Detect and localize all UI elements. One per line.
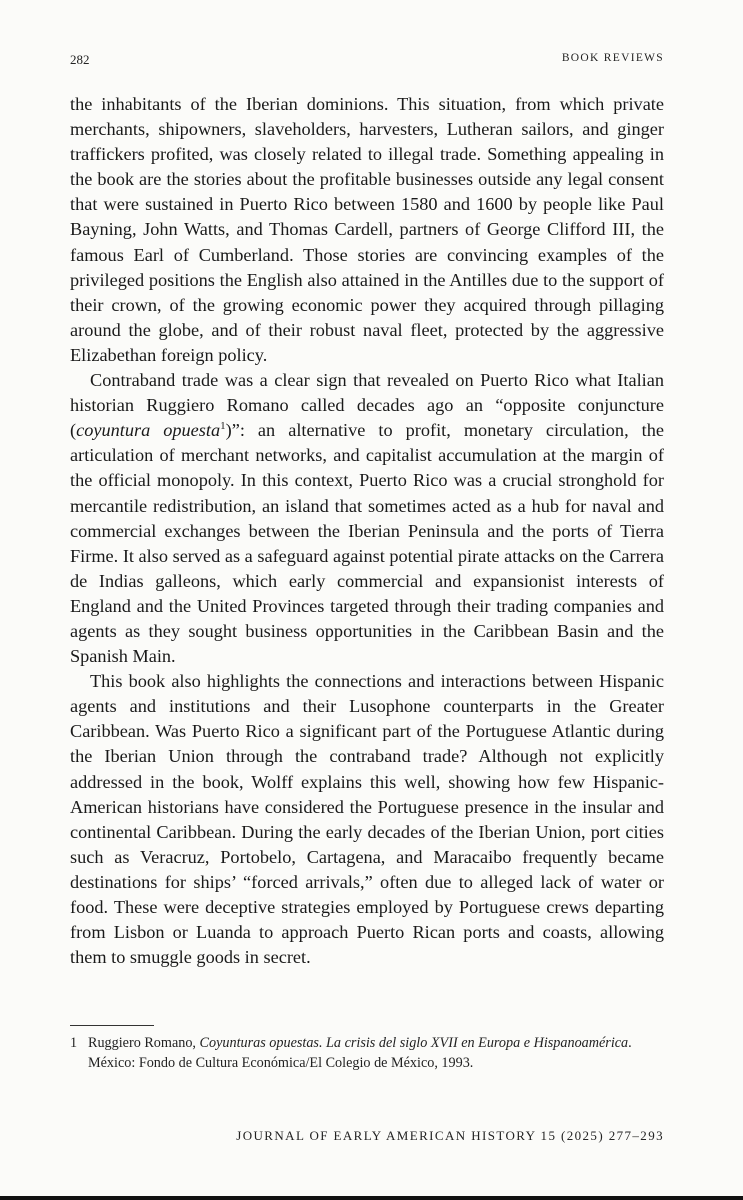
footnote-text [88, 1034, 664, 1073]
footnote-number: 1 [70, 1035, 78, 1051]
footnote [70, 1034, 664, 1073]
journal-footer: JOURNAL OF EARLY AMERICAN HISTORY 15 (2025) 277–293 [236, 1128, 664, 1143]
paragraph-2 [70, 368, 664, 669]
footnote-reference[interactable]: 1 [220, 420, 226, 433]
paragraph-3: This book also highlights the connections and interactions between Hispanic agents and institutions and their Lusophone counterparts in the Greater Caribbean. Was Puerto Rico a significant part of the Portuguese Atlantic during the Iberian Union through the contraband trade? Although not explicitly addressed in the book, Wolff explains this well, showing how few Hispanic-American historians have considered the Portuguese presence in the insular and continental Caribbean. During the early decades of the Iberian Union, port cities such as Veracruz, Portobelo, Cartagena, and Maracaibo frequently became destinations for ships’ “forced arrivals,” often due to alleged lack of water or food. These were deceptive strategies employed by Portuguese crews departing from Lisbon or Luanda to approach Puerto Rican ports and coasts, allowing them to smuggle goods in secret. [70, 671, 664, 968]
paragraph-2-end: )”: an alternative to profit, monetary circulation, the articulation of merchant networks, and capitalist accumulation at the margin of the official monopoly. In this context, Puerto Rico was a crucial stronghold for mercantile redistribution, an island that sometimes acted as a hub for naval and commercial exchanges between the Iberian Peninsula and the ports of Tierra Firme. It also served as a safeguard against potential pirate attacks on the Carrera de Indias galleons, which early commercial and expansionist interests of England and the United Provinces targeted through their trading companies and agents as they sought business opportunities in the Caribbean Basin and the Spanish Main. [70, 420, 664, 667]
paragraph-2-start: Contraband trade was a clear sign that revealed on Puerto Rico what Italian historian Ruggiero Romano called decades ago an “opposite conjuncture ( [70, 370, 664, 441]
running-head: BOOK REVIEWS [561, 52, 664, 64]
bottom-edge [0, 1196, 743, 1200]
paragraph-1: the inhabitants of the Iberian dominions. This situation, from which private merchants, shipowners, slaveholders, harvesters, Lutheran sailors, and ginger traffickers profited, was closely related to illegal trade. Something appealing in the book are the stories about the profitable businesses outside any legal consent that were sustained in Puerto Rico between 1580 and 1600 by people like Paul Bayning, John Watts, and Thomas Cardell, partners of George Clifford III, the famous Earl of Cumberland. Those stories are convincing examples of the privileged positions the English also attained in the Antilles due to the support of their crown, of the growing economic power they acquired through pillaging around the globe, and of their robust naval fleet, protected by the aggressive Elizabethan foreign policy. [70, 94, 664, 365]
footnote-book-title: Coyunturas opuestas. La crisis del siglo XVII en Europa e Hispanoamérica [199, 1035, 629, 1051]
footnote-divider [70, 1025, 154, 1026]
page-number: 282 [70, 52, 90, 67]
footnote-author: Ruggiero Romano, [88, 1035, 200, 1051]
footnote-publisher: . México: Fondo de Cultura Económica/El Colegio de México, 1993. [88, 1035, 632, 1071]
italic-term: coyuntura opuesta [76, 420, 221, 441]
article-body [70, 92, 664, 970]
